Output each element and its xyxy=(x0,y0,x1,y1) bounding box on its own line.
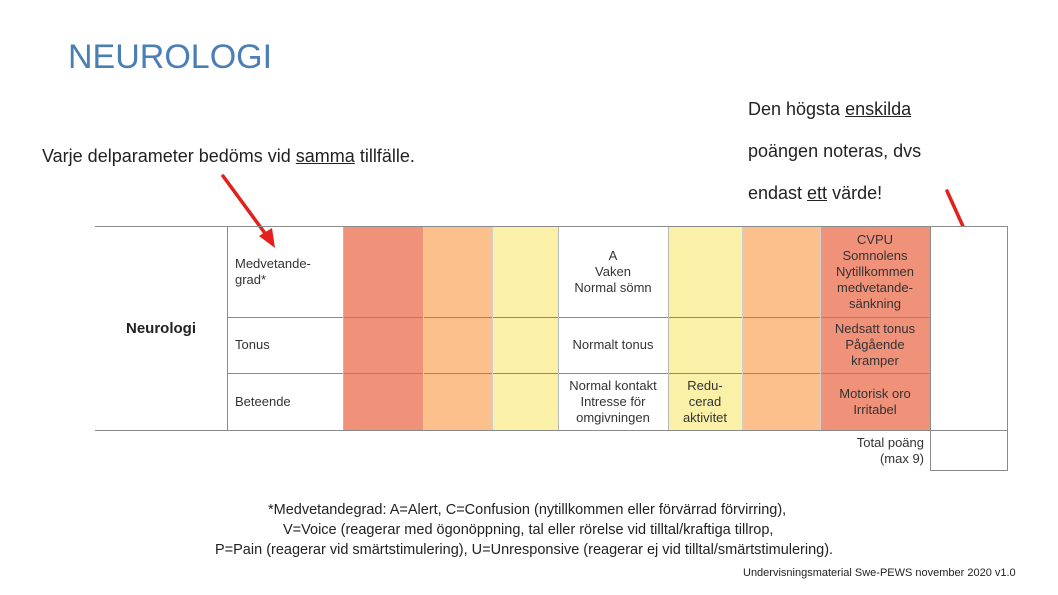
right-note-line1 xyxy=(748,88,921,130)
col-red-left xyxy=(343,227,423,430)
row-divider-2 xyxy=(228,373,930,374)
vline-c6 xyxy=(742,227,743,430)
vline-score-right xyxy=(1007,227,1008,430)
vline-c2 xyxy=(423,227,424,430)
row3-red3: Motorisk oro Irritabel xyxy=(839,385,911,417)
right-note-line3-underlined: ett xyxy=(807,183,828,203)
table-bottom-border xyxy=(95,430,1008,431)
row-label-medvetandegrad: Medvetande- grad* xyxy=(235,256,311,287)
footnote xyxy=(215,500,833,560)
right-note-line1-underlined: enskilda xyxy=(845,99,912,119)
vline-c5 xyxy=(668,227,669,430)
table-top-border xyxy=(95,226,1008,227)
score-column xyxy=(930,227,1008,430)
row-label-beteende: Beteende xyxy=(235,393,291,409)
right-note-line2: poängen noteras, dvs xyxy=(748,141,922,161)
left-note-prefix: Varje delparameter bedöms vid xyxy=(42,146,296,166)
row2-normal: Normalt tonus xyxy=(572,337,654,352)
vline-c3 xyxy=(492,227,493,430)
right-note-line1-prefix: Den högsta xyxy=(748,99,846,119)
total-value-box xyxy=(930,430,1008,471)
row-label-tonus: Tonus xyxy=(235,337,270,352)
left-note xyxy=(42,146,415,167)
footnote-line1: *Medvetandegrad: A=Alert, C=Confusion (nytillkommen eller förvärrad förvirring), xyxy=(268,502,787,518)
row-divider-1 xyxy=(228,317,930,318)
vline-c7 xyxy=(820,227,821,430)
vline-score-left xyxy=(930,227,931,430)
row3-low1: Redu- cerad aktivitet xyxy=(682,377,728,425)
vline-c1 xyxy=(343,227,344,430)
right-note-line3-prefix: endast xyxy=(748,183,808,203)
section-label: Neurologi xyxy=(126,319,196,337)
vline-c4 xyxy=(558,227,559,430)
col-orange-left xyxy=(423,227,492,430)
row3-normal: Normal kontakt Intresse för omgivningen xyxy=(569,377,657,425)
row2-red3: Nedsatt tonus Pågående kramper xyxy=(834,321,916,368)
row1-normal: A Vaken Normal sömn xyxy=(574,248,652,295)
page-title: NEUROLOGI xyxy=(68,38,273,76)
right-note xyxy=(748,88,921,214)
left-note-underlined: samma xyxy=(295,146,355,166)
row1-red3: CVPU Somnolens Nytillkommen medvetande- sänkning xyxy=(835,232,914,311)
col-orange-right xyxy=(742,227,820,430)
credit-text: Undervisningsmaterial Swe-PEWS november 2020 v1.0 xyxy=(743,567,1016,579)
left-note-suffix: tillfälle. xyxy=(354,146,415,166)
right-note-line3 xyxy=(748,172,921,214)
total-label: Total poäng (max 9) xyxy=(856,434,924,466)
vline-label xyxy=(227,227,228,430)
footnote-line2: V=Voice (reagerar med ögonöppning, tal eller rörelse vid tilltal/kraftiga tillrop, xyxy=(283,522,774,538)
footnote-line3: P=Pain (reagerar vid smärtstimulering), U=Unresponsive (reagerar ej vid tilltal/smärtstimulering). xyxy=(215,542,834,558)
right-note-line3-suffix: värde! xyxy=(827,183,883,203)
col-yellow-left xyxy=(492,227,558,430)
